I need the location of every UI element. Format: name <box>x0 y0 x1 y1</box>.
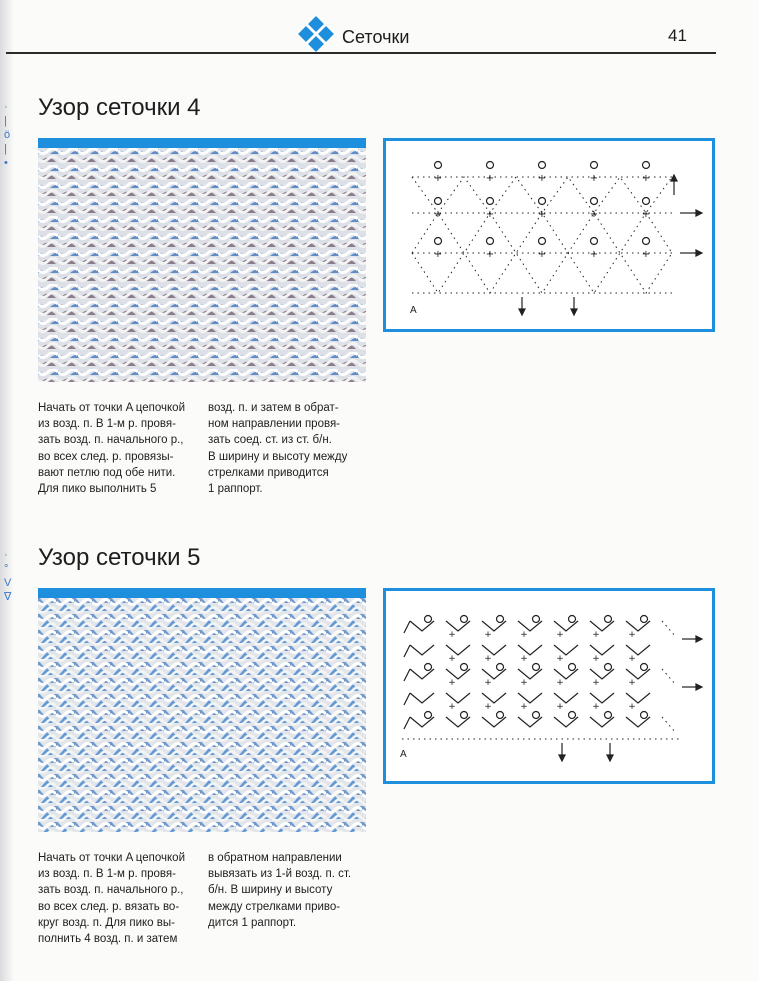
svg-text:+: + <box>592 702 600 712</box>
spine-symbols-bottom: · ° V ∇ <box>4 549 12 603</box>
svg-text:+: + <box>589 173 599 184</box>
spine-symbols-top: · | ö | • <box>4 101 11 169</box>
instructions-left-pattern-4: Начать от точки A цепочкой из возд. п. В 1-м р. провя- зать возд. п. начального р., во всех след. р. провязы- вают петлю под обе нити. Для пико выполнить 5 <box>38 402 185 496</box>
svg-text:+: + <box>556 702 564 712</box>
svg-text:+: + <box>589 249 599 260</box>
svg-text:+: + <box>484 678 492 688</box>
blue-accent-bar <box>38 138 366 148</box>
page-number: 41 <box>668 26 687 45</box>
chart-start-label: A <box>400 749 407 760</box>
svg-text:+: + <box>484 702 492 712</box>
chapter-title: Сеточки <box>342 27 410 47</box>
svg-text:+: + <box>448 654 456 664</box>
section-title-pattern-5: Узор сеточки 5 <box>38 544 201 571</box>
svg-text:+: + <box>485 173 495 184</box>
svg-text:+: + <box>448 702 456 712</box>
svg-text:+: + <box>628 678 636 688</box>
instructions-right-pattern-4: возд. п. и затем в обрат- ном направлении провя- зать соед. ст. из ст. б/н. В ширину и высоту между стрелками приводится 1 раппорт. <box>208 402 348 496</box>
svg-text:+: + <box>556 654 564 664</box>
svg-text:+: + <box>484 630 492 640</box>
diamond-logo-icon <box>296 14 336 54</box>
svg-text:+: + <box>592 678 600 688</box>
svg-text:+: + <box>537 249 547 260</box>
svg-text:+: + <box>520 654 528 664</box>
svg-text:+: + <box>641 209 651 220</box>
svg-text:+: + <box>641 173 651 184</box>
header-divider <box>6 52 716 54</box>
svg-text:+: + <box>433 249 443 260</box>
svg-text:+: + <box>433 209 443 220</box>
crochet-chart-pattern-4 <box>383 138 715 332</box>
svg-text:+: + <box>485 249 495 260</box>
svg-text:+: + <box>537 173 547 184</box>
svg-text:+: + <box>537 209 547 220</box>
svg-text:+: + <box>628 702 636 712</box>
crochet-chart-pattern-5 <box>383 588 715 784</box>
svg-text:+: + <box>592 654 600 664</box>
instructions-right-pattern-5: в обратном направлении вывязать из 1-й возд. п. ст. б/н. В ширину и высоту между стрелками приво- дится 1 раппорт. <box>208 852 352 929</box>
svg-text:+: + <box>485 209 495 220</box>
crochet-mesh-photo-icon <box>38 598 366 832</box>
svg-text:+: + <box>520 702 528 712</box>
svg-text:+: + <box>641 249 651 260</box>
svg-text:+: + <box>589 209 599 220</box>
svg-text:+: + <box>484 654 492 664</box>
svg-text:+: + <box>592 630 600 640</box>
svg-text:+: + <box>520 630 528 640</box>
svg-text:+: + <box>628 630 636 640</box>
blue-accent-bar <box>38 588 366 598</box>
svg-text:+: + <box>448 630 456 640</box>
svg-text:+: + <box>556 630 564 640</box>
crochet-mesh-photo-icon <box>38 148 366 382</box>
svg-text:+: + <box>556 678 564 688</box>
instructions-left-pattern-5: Начать от точки A цепочкой из возд. п. В 1-м р. провя- зать возд. п. начального р., во всех след. р. вязать во- круг возд. п. Для пико вы- полнить 4 возд. п. и затем <box>38 852 185 946</box>
svg-text:+: + <box>520 678 528 688</box>
chart-start-label: A <box>410 305 417 316</box>
svg-text:+: + <box>628 654 636 664</box>
svg-text:+: + <box>448 678 456 688</box>
svg-text:+: + <box>433 173 443 184</box>
section-title-pattern-4: Узор сеточки 4 <box>38 94 201 121</box>
